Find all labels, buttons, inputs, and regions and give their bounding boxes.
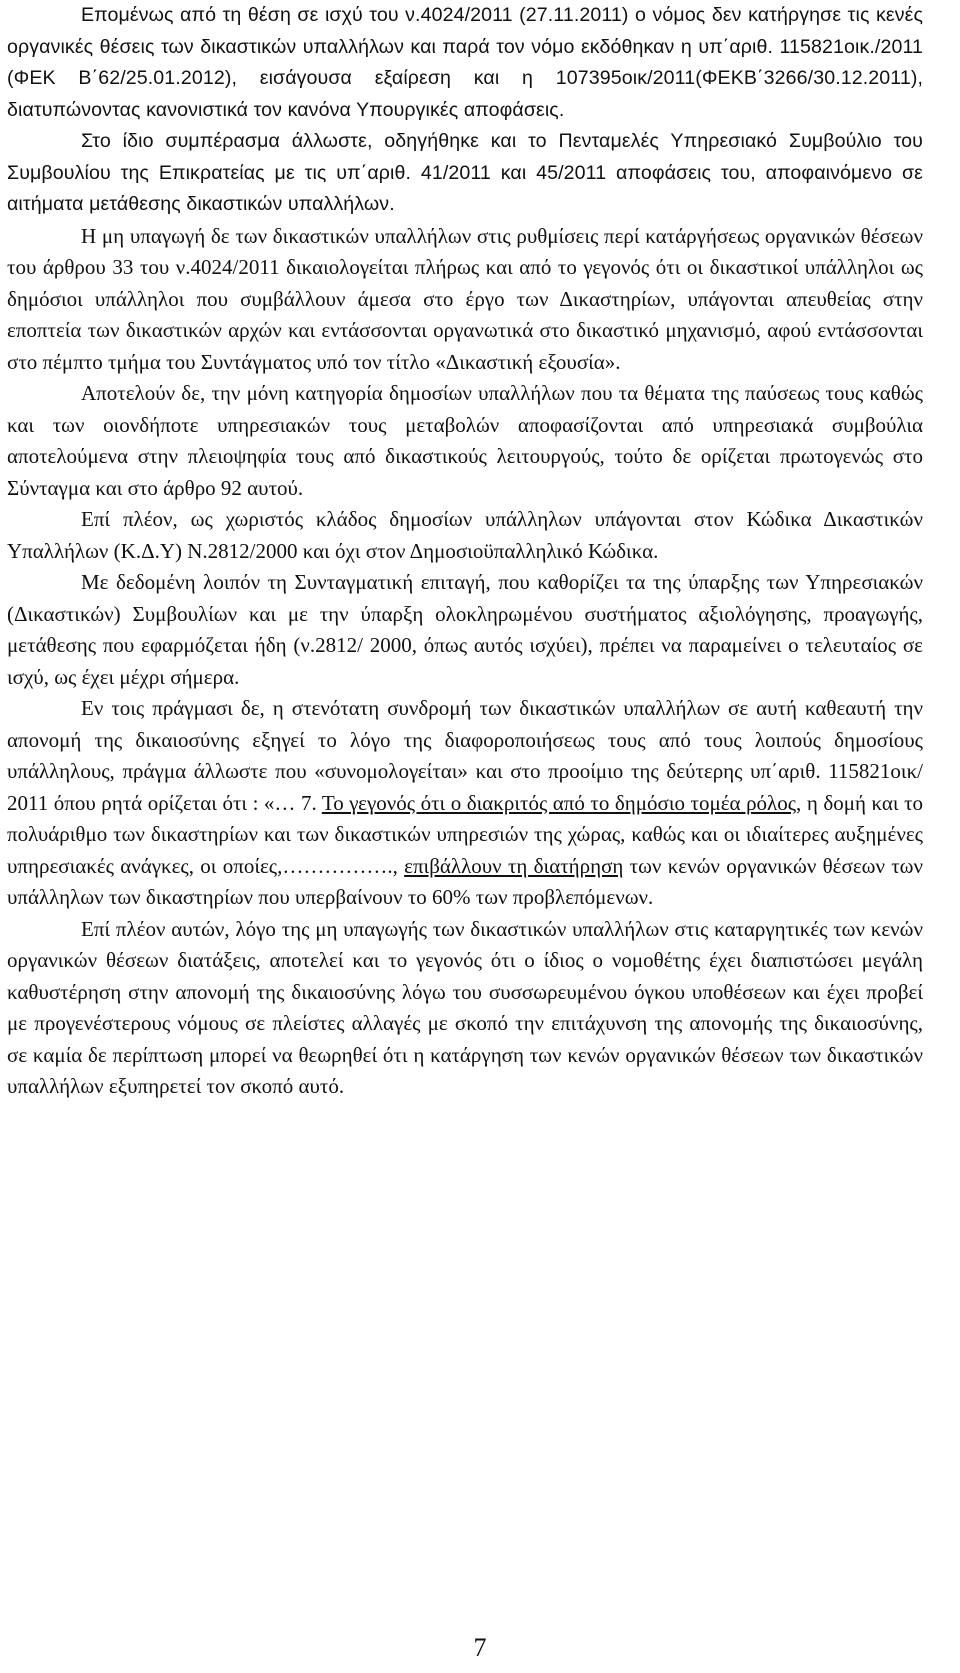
paragraph-7-text-after: των κενών οργανικών θέσεων των υπάλληλων των δικαστηρίων που υπερβαίνουν το 60% των προβλεπόμενων. (7, 853, 923, 909)
page-number: 7 (473, 1633, 487, 1662)
document-body (7, 0, 923, 1103)
paragraph-8: Επί πλέον αυτών, λόγο της μη υπαγωγής των δικαστικών υπαλλήλων στις καταργητικές των κενών οργανικών θέσεων διατάξεις, αποτελεί και το γεγονός ότι ο ίδιος ο νομοθέτης έχει διαπιστώσει μεγάλη καθυστέρηση στην απονομή της δικαιοσύνης λόγω του συσσωρευμένου όγκου υποθέσεων και έχει προβεί με προγενέστερους νόμους σε πλείστες αλλαγές με σκοπό την επιτάχυνση της απονομής της δικαιοσύνης, σε καμία δε περίπτωση μπορεί να θεωρηθεί ότι η κατάργηση των κενών οργανικών θέσεων των δικαστικών υπαλλήλων εξυπηρετεί τον σκοπό αυτό. (7, 916, 923, 1098)
paragraph-7-text-middle: , η δομή και το πολυάριθμο των δικαστηρίων και των δικαστικών υπηρεσιών της χώρας, καθώς και οι ιδιαίτερες αυξημένες υπηρεσιακές ανάγκες, οι οποίες,……………., (7, 790, 924, 878)
paragraph-7-underlined-phrase-1: Το γεγονός ότι ο διακριτός από το δημόσιο τομέα ρόλος (321, 790, 797, 815)
paragraph-3: Η μη υπαγωγή δε των δικαστικών υπαλλήλων στις ρυθμίσεις περί κατάργήσεως οργανικών θέσεων του άρθρου 33 του ν.4024/2011 δικαιολογείται πλήρως και από το γεγονός ότι οι δικαστικοί υπάλληλοι ως δημόσιοι υπάλληλοι που συμβάλλουν άμεσα στο έργο των Δικαστηρίων, υπάγονται απευθείας στην εποπτεία των δικαστικών αρχών και εντάσσονται οργανωτικά στο δικαστικό μηχανισμό, αφού εντάσσονται στο πέμπτο τμήμα του Συντάγματος υπό τον τίτλο «Δικαστική εξουσία». (7, 223, 923, 374)
paragraph-4: Αποτελούν δε, την μόνη κατηγορία δημοσίων υπαλλήλων που τα θέματα της παύσεως τους καθώς και των οιονδήποτε υπηρεσιακών τους μεταβολών αποφασίζονται από υπηρεσιακά συμβούλια αποτελούμενα στην πλειοψηφία τους από δικαστικούς λειτουργούς, τούτο δε ορίζεται πρωτογενώς στο Σύνταγμα και στο άρθρο 92 αυτού. (7, 381, 923, 500)
paragraph-2: Στο ίδιο συμπέρασμα άλλωστε, οδηγήθηκε και το Πενταμελές Υπηρεσιακό Συμβούλιο του Συμβουλίου της Επικρατείας με τις υπ΄αριθ. 41/2011 και 45/2011 αποφάσεις του, αποφαινόμενο σε αιτήματα μετάθεσης δικαστικών υπαλλήλων. (7, 130, 923, 215)
paragraph-5: Επί πλέον, ως χωριστός κλάδος δημοσίων υπάλληλων υπάγονται στον Κώδικα Δικαστικών Υπαλλήλων (Κ.Δ.Υ) Ν.2812/2000 και όχι στον Δημοσιοϋπαλληλικό Κώδικα. (7, 507, 923, 563)
paragraph-7 (7, 693, 923, 914)
paragraph-7-text-before: Εν τοις πράγμασι δε, η στενότατη συνδρομή των δικαστικών υπαλλήλων σε αυτή καθεαυτή την απονομή της δικαιοσύνης εξηγεί το λόγο της διαφοροποιήσεως τους από τους λοιπούς δημοσίους υπάλληλους, πράγμα άλλωστε που «συνομολογείται» και στο προοίμιο της δεύτερης υπ΄αριθ. 115821οικ/ 2011 όπου ρητά ορίζεται ότι : «… 7. (7, 696, 923, 815)
paragraph-7-underlined-phrase-2: επιβάλλουν τη διατήρηση (404, 853, 624, 878)
paragraph-1: Επομένως από τη θέση σε ισχύ του ν.4024/2011 (27.11.2011) ο νόμος δεν κατήργησε τις κενές οργανικές θέσεις των δικαστικών υπαλλήλων και παρά τον νόμο εκδόθηκαν η υπ΄αριθ. 115821οικ./2011 (ΦΕΚ Β΄62/25.01.2012), εισάγουσα εξαίρεση και η 107395οικ/2011(ΦΕΚΒ΄3266/30.12.2011), διατυπώνοντας κανονιστικά τον κανόνα Υπουργικές αποφάσεις. (7, 4, 923, 121)
paragraph-6: Με δεδομένη λοιπόν τη Συνταγματική επιταγή, που καθορίζει τα της ύπαρξης των Υπηρεσιακών (Δικαστικών) Συμβουλίων και με την ύπαρξη ολοκληρωμένου συστήματος αξιολόγησης, προαγωγής, μετάθεσης που εφαρμόζεται ήδη (ν.2812/ 2000, όπως αυτός ισχύει), πρέπει να παραμείνει ο τελευταίος σε ισχύ, ως έχει μέχρι σήμερα. (7, 570, 923, 689)
